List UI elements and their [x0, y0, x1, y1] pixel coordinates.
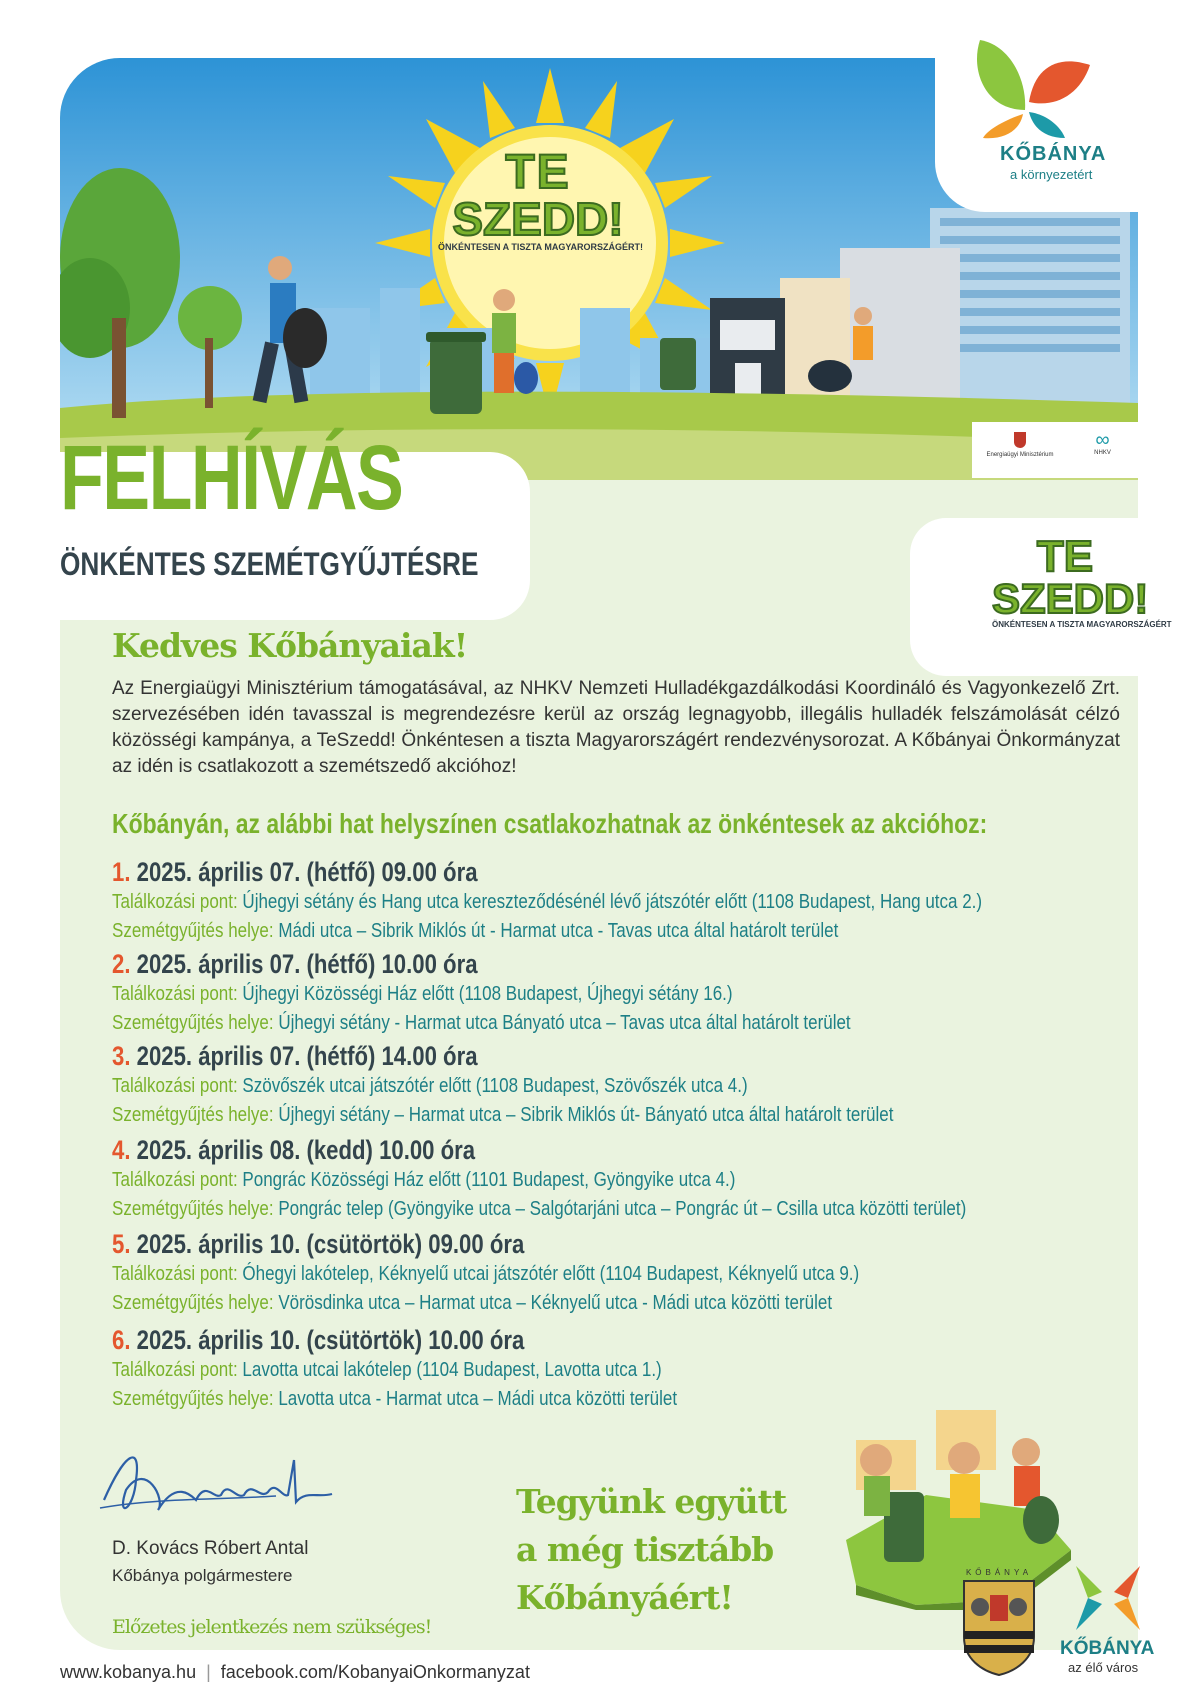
- ministry-name: Energiaügyi Minisztérium: [986, 452, 1054, 458]
- signer-role: Kőbánya polgármestere: [112, 1566, 293, 1585]
- event-item: [112, 948, 981, 1038]
- event-collection-area: [112, 1385, 677, 1414]
- side-logo-slogan: ÖNKÉNTESEN A TISZTA MAGYARORSZÁGÉRT: [992, 620, 1172, 629]
- area-label: Szemétgyűjtés helye:: [112, 1012, 274, 1034]
- meeting-value: Pongrác Közösségi Ház előtt (1101 Budapest, Gyöngyike utca 4.): [242, 1169, 736, 1191]
- event-number: 3.: [112, 1041, 131, 1071]
- event-number: 2.: [112, 949, 131, 979]
- nhkv-name: NHKV: [1094, 450, 1111, 456]
- ministry-logo: [980, 432, 1060, 458]
- event-meeting-point: [112, 1260, 859, 1289]
- area-value: Újhegyi sétány – Harmat utca – Sibrik Miklós út- Bányató utca által határolt terület: [278, 1104, 894, 1126]
- event-number: 4.: [112, 1135, 131, 1165]
- event-meeting-point: [112, 1356, 677, 1385]
- teszedd-line2: SZEDD!: [452, 193, 624, 245]
- event-title: [112, 948, 825, 980]
- kids-cleanup-illustration: [836, 1400, 1076, 1610]
- event-number: 1.: [112, 857, 131, 887]
- meeting-value: Lavotta utcai lakótelep (1104 Budapest, Lavotta utca 1.): [242, 1359, 662, 1381]
- teszedd-side-logo: [992, 532, 1172, 629]
- event-number: 5.: [112, 1229, 131, 1259]
- area-label: Szemétgyűjtés helye:: [112, 920, 274, 942]
- area-label: Szemétgyűjtés helye:: [112, 1198, 274, 1220]
- event-meeting-point: [112, 1072, 893, 1101]
- bottom-logo-tagline: az élő város: [1068, 1660, 1139, 1675]
- event-meeting-point: [112, 888, 982, 917]
- slogan-line-2: a még tisztább: [516, 1530, 774, 1569]
- event-meeting-point: [112, 1166, 966, 1195]
- event-collection-area: [112, 1289, 859, 1318]
- side-logo-line1: TE: [1036, 532, 1094, 581]
- side-logo-line2: SZEDD!: [992, 575, 1149, 622]
- meeting-label: Találkozási pont:: [112, 1075, 238, 1097]
- signer-name: D. Kovács Róbert Antal: [112, 1538, 309, 1559]
- kobanya-crest: [960, 1568, 1038, 1682]
- area-label: Szemétgyűjtés helye:: [112, 1388, 274, 1410]
- event-item: [112, 1228, 991, 1318]
- meeting-label: Találkozási pont:: [112, 891, 238, 913]
- event-number: 6.: [112, 1325, 131, 1355]
- crest-label: KŐBÁNYA: [965, 1568, 1033, 1577]
- kobanya-logo-name: KŐBÁNYA: [1000, 143, 1107, 165]
- meeting-label: Találkozási pont:: [112, 1359, 238, 1381]
- butterfly-leaf-icon: [965, 30, 1095, 140]
- event-collection-area: [112, 1195, 966, 1224]
- event-collection-area: [112, 1009, 851, 1038]
- event-item: [112, 1324, 777, 1414]
- closing-slogan: [516, 1478, 786, 1622]
- event-collection-area: [112, 917, 982, 946]
- event-title: [112, 1134, 936, 1166]
- nhkv-logo: [1075, 430, 1130, 456]
- event-item: [112, 856, 1136, 946]
- coat-of-arms-icon: [960, 1577, 1038, 1677]
- greeting: Kedves Kőbányaiak!: [112, 626, 468, 665]
- teszedd-sun-logo: [438, 146, 644, 252]
- facebook-link[interactable]: facebook.com/KobanyaiOnkormanyzat: [220, 1662, 530, 1682]
- mayor-signature: [96, 1440, 336, 1530]
- bottom-logo-name: KŐBÁNYA: [1060, 1638, 1155, 1659]
- meeting-value: Újhegyi sétány és Hang utca kereszteződésénél lévő játszótér előtt (1108 Budapest, Hang utca 2.): [242, 891, 983, 913]
- event-datetime: 2025. április 07. (hétfő) 09.00 óra: [136, 857, 478, 887]
- event-item: [112, 1134, 1117, 1224]
- page-subtitle: ÖNKÉNTES SZEMÉTGYŰJTÉSRE: [60, 546, 479, 582]
- nhkv-infinity-icon: ∞: [1095, 429, 1110, 451]
- sites-heading: Kőbányán, az alábbi hat helyszínen csatlakozhatnak az önkéntesek az akcióhoz:: [112, 808, 988, 839]
- event-datetime: 2025. április 07. (hétfő) 10.00 óra: [136, 949, 478, 979]
- event-meeting-point: [112, 980, 851, 1009]
- area-value: Lavotta utca - Harmat utca – Mádi utca közötti terület: [278, 1388, 678, 1410]
- area-value: Mádi utca – Sibrik Miklós út - Harmat utca - Tavas utca által határolt terület: [278, 920, 839, 942]
- event-item: [112, 1040, 1031, 1130]
- hungarian-crest-icon: [1014, 432, 1026, 448]
- meeting-label: Találkozási pont:: [112, 1263, 238, 1285]
- slogan-line-3: Kőbányáért!: [516, 1578, 733, 1617]
- kobanya-logo-tagline: a környezetért: [1010, 167, 1093, 182]
- meeting-label: Találkozási pont:: [112, 1169, 238, 1191]
- meeting-value: Újhegyi Közösségi Ház előtt (1108 Budapest, Újhegyi sétány 16.): [242, 983, 733, 1005]
- kobanya-x-logo-icon: [1072, 1562, 1144, 1634]
- teszedd-slogan: ÖNKÉNTESEN A TISZTA MAGYARORSZÁGÉRT!: [438, 242, 644, 252]
- event-datetime: 2025. április 08. (kedd) 10.00 óra: [136, 1135, 476, 1165]
- event-title: [112, 1228, 833, 1260]
- teszedd-line1: TE: [505, 146, 571, 199]
- intro-paragraph: Az Energiaügyi Minisztérium támogatásával, az NHKV Nemzeti Hulladékgazdálkodási Koordináló és Vagyonkezelő Zrt. szervezésében idén tavasszal is megrendezésre kerül az ország legnagyobb, illegális hulladék felszámolását célzó közösségi kampánya, a TeSzedd! Önkéntesen a tiszta Magyarországért rendezvénysorozat. A Kőbányai Önkormányzat az idén is csatlakozott a szemétszedő akcióhoz!: [112, 678, 1120, 777]
- event-title: [112, 1040, 866, 1072]
- website-link[interactable]: www.kobanya.hu: [60, 1662, 197, 1682]
- event-datetime: 2025. április 10. (csütörtök) 10.00 óra: [136, 1325, 525, 1355]
- event-title: [112, 856, 951, 888]
- footer: [60, 1662, 530, 1683]
- meeting-value: Óhegyi lakótelep, Kéknyelű utcai játszótér előtt (1104 Budapest, Kéknyelű utca 9.): [242, 1263, 860, 1285]
- area-label: Szemétgyűjtés helye:: [112, 1292, 274, 1314]
- page-title: FELHÍVÁS: [60, 427, 403, 529]
- event-datetime: 2025. április 07. (hétfő) 14.00 óra: [136, 1041, 478, 1071]
- area-value: Újhegyi sétány - Harmat utca Bányató utca – Tavas utca által határolt terület: [278, 1012, 851, 1034]
- footer-separator: |: [206, 1662, 211, 1682]
- area-label: Szemétgyűjtés helye:: [112, 1104, 274, 1126]
- event-collection-area: [112, 1101, 893, 1130]
- area-value: Vörösdinka utca – Harmat utca – Kéknyelű utca - Mádi utca közötti terület: [278, 1292, 833, 1314]
- event-title: [112, 1324, 657, 1356]
- slogan-line-1: Tegyünk együtt: [516, 1482, 787, 1521]
- no-registration-note: Előzetes jelentkezés nem szükséges!: [112, 1616, 432, 1638]
- area-value: Pongrác telep (Gyöngyike utca – Salgótarjáni utca – Pongrác út – Csilla utca közötti terület): [278, 1198, 967, 1220]
- event-datetime: 2025. április 10. (csütörtök) 09.00 óra: [136, 1229, 525, 1259]
- meeting-label: Találkozási pont:: [112, 983, 238, 1005]
- meeting-value: Szövőszék utcai játszótér előtt (1108 Budapest, Szövőszék utca 4.): [242, 1075, 748, 1097]
